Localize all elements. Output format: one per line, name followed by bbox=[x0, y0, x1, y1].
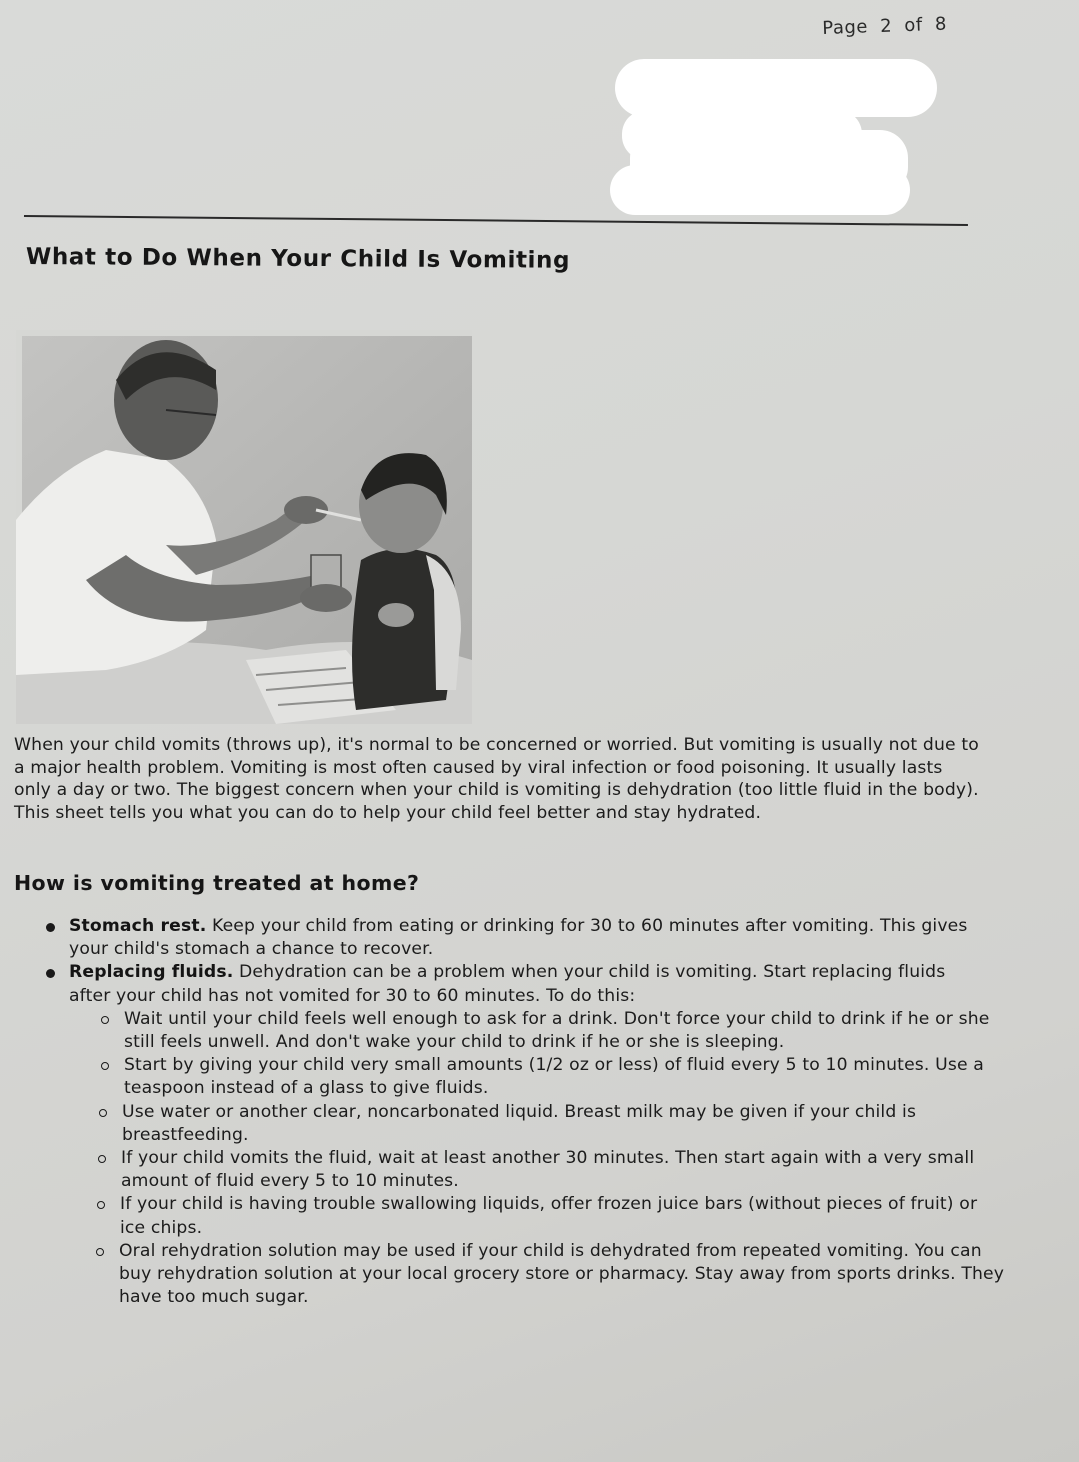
sub-item bbox=[0, 1240, 1019, 1310]
hollow-bullet-icon bbox=[97, 1201, 105, 1209]
list-item-replacing-fluids bbox=[0, 961, 969, 1007]
redaction-part bbox=[610, 165, 910, 215]
sub-item-text: Wait until your child feels well enough to ask for a drink. Don't force your child to drink if he or she still feels unwell. And don't wake your child to drink if he or she is sleeping. bbox=[124, 1008, 990, 1053]
sub-item-text: If your child is having trouble swallowing liquids, offer frozen juice bars (without pieces of fruit) or ice chips. bbox=[120, 1194, 978, 1238]
sub-item-text: Use water or another clear, noncarbonated liquid. Breast milk may be given if your child is breastfeeding. bbox=[122, 1101, 917, 1145]
header-divider bbox=[24, 215, 968, 226]
document-title: What to Do When Your Child Is Vomiting bbox=[25, 244, 571, 274]
photo-illustration bbox=[16, 330, 472, 724]
sub-item-text: If your child vomits the fluid, wait at least another 30 minutes. Then start again with a very small amount of fluid every 5 to 10 minutes. bbox=[121, 1148, 975, 1192]
page-of: of bbox=[903, 14, 924, 37]
item-text: Keep your child from eating or drinking for 30 to 60 minutes after vomiting. This gives your child's stomach a chance to recover. bbox=[69, 916, 968, 960]
hollow-bullet-icon bbox=[99, 1109, 107, 1117]
intro-paragraph: When your child vomits (throws up), it's normal to be concerned or worried. But vomiting is usually not due to a major health problem. Vomiting is most often caused by viral infection or food poisoning. It usually lasts only a day or two. The biggest concern when your child is vomiting is dehydration (too little fluid in the body). This sheet tells you what you can do to help your child feel better and stay hydrated. bbox=[14, 735, 979, 823]
redaction-part bbox=[615, 59, 937, 117]
treatment-list bbox=[0, 915, 1079, 1309]
item-text: Dehydration can be a problem when your child is vomiting. Start replacing fluids after your child has not vomited for 30 to 60 minutes. To do this: bbox=[69, 962, 946, 1006]
section-heading: How is vomiting treated at home? bbox=[14, 871, 420, 895]
bullet-icon bbox=[46, 923, 55, 932]
bullet-icon bbox=[46, 969, 55, 978]
page-indicator bbox=[822, 13, 953, 39]
photo-parent-feeding-child bbox=[16, 330, 472, 724]
sub-item-text: Start by giving your child very small amounts (1/2 oz or less) of fluid every 5 to 10 minutes. Use a teaspoon instead of a glass to give fluids. bbox=[124, 1055, 984, 1099]
page-total: 8 bbox=[934, 13, 948, 36]
page-current: 2 bbox=[879, 15, 893, 37]
sub-item bbox=[0, 1147, 1001, 1193]
sub-item bbox=[0, 1101, 1002, 1147]
hollow-bullet-icon bbox=[101, 1016, 109, 1024]
sub-item bbox=[0, 1054, 1004, 1100]
page-label: Page bbox=[822, 16, 869, 39]
list-item-stomach-rest bbox=[0, 915, 969, 961]
sub-item-text: Oral rehydration solution may be used if your child is dehydrated from repeated vomiting. You can buy rehydration solution at your local grocery store or pharmacy. Stay away from sports drinks. They have too much sugar. bbox=[119, 1240, 1005, 1308]
item-label: Replacing fluids. bbox=[69, 962, 234, 983]
sub-item bbox=[0, 1193, 1000, 1239]
hollow-bullet-icon bbox=[101, 1062, 109, 1070]
hollow-bullet-icon bbox=[98, 1155, 106, 1163]
item-label: Stomach rest. bbox=[69, 916, 207, 936]
sub-item bbox=[0, 1008, 1004, 1054]
hollow-bullet-icon bbox=[96, 1248, 104, 1256]
